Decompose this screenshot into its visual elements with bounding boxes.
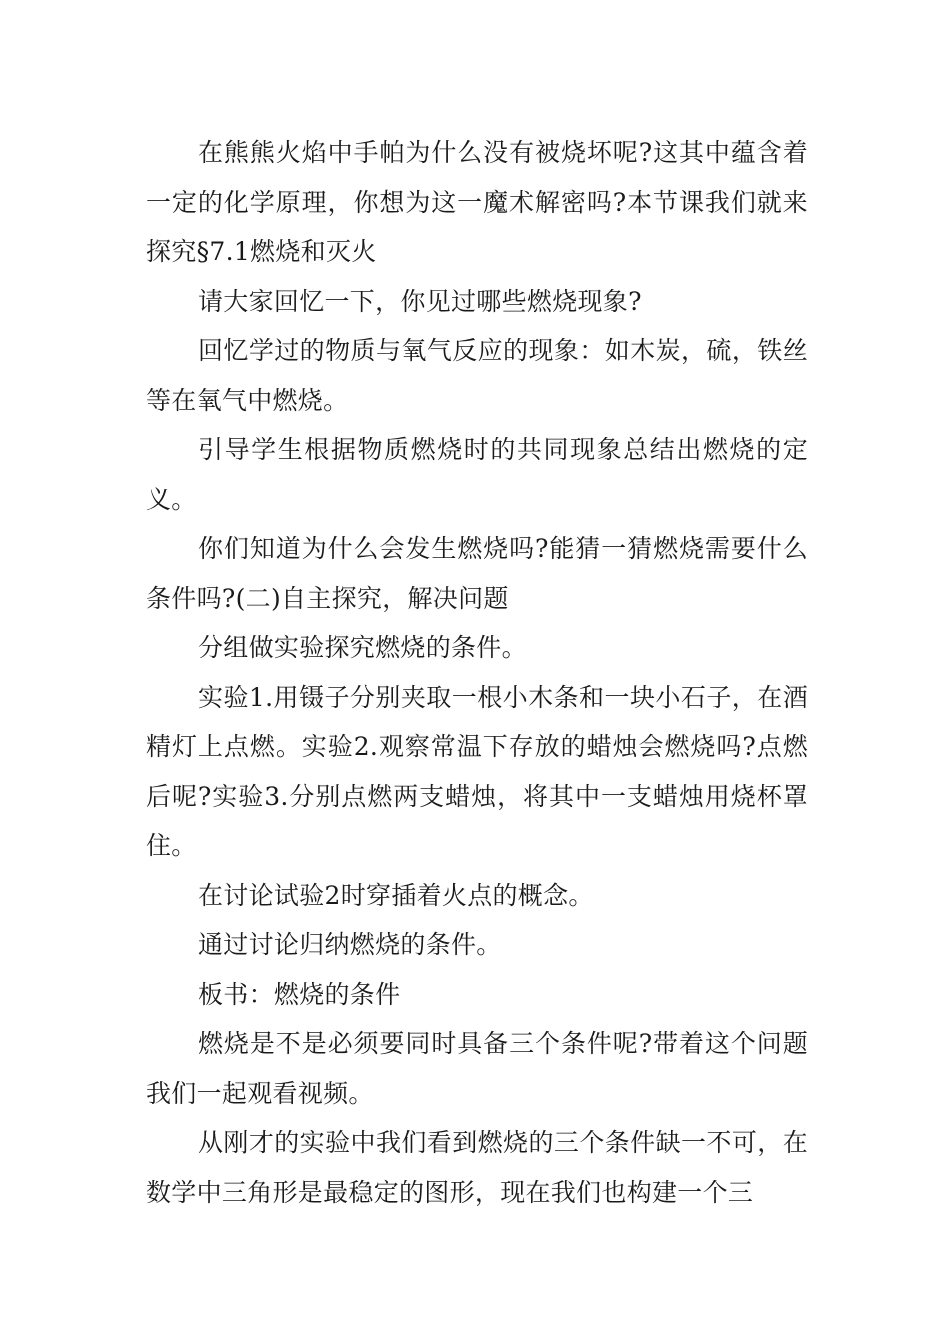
paragraph-12: 从刚才的实验中我们看到燃烧的三个条件缺一不可，在数学中三角形是最稳定的图形，现在我们也构建一个三 [146,1128,808,1207]
paragraph-1: 在熊熊火焰中手帕为什么没有被烧坏呢?这其中蕴含着一定的化学原理，你想为这一魔术解密吗?本节课我们就来探究§7.1燃烧和灭火 [146,138,808,266]
paragraph-6: 分组做实验探究燃烧的条件。 [198,633,527,662]
paragraph-4: 引导学生根据物质燃烧时的共同现象总结出燃烧的定义。 [146,435,808,514]
paragraph-11: 燃烧是不是必须要同时具备三个条件呢?带着这个问题我们一起观看视频。 [146,1029,808,1108]
paragraph-8: 在讨论试验2时穿插着火点的概念。 [198,880,594,910]
paragraph-9: 通过讨论归纳燃烧的条件。 [198,930,502,959]
paragraph-5: 你们知道为什么会发生燃烧吗?能猜一猜燃烧需要什么条件吗?(二)自主探究，解决问题 [146,534,808,613]
paragraph-3: 回忆学过的物质与氧气反应的现象：如木炭，硫，铁丝等在氧气中燃烧。 [146,336,808,415]
paragraph-2: 请大家回忆一下，你见过哪些燃烧现象? [198,286,642,316]
paragraph-7: 实验1.用镊子分别夹取一根小木条和一块小石子，在酒精灯上点燃。实验2.观察常温下存放的蜡烛会燃烧吗?点燃后呢?实验3.分别点燃两支蜡烛，将其中一支蜡烛用烧杯罩住。 [146,682,808,860]
document-body [146,128,808,1217]
paragraph-10: 板书：燃烧的条件 [198,979,401,1009]
